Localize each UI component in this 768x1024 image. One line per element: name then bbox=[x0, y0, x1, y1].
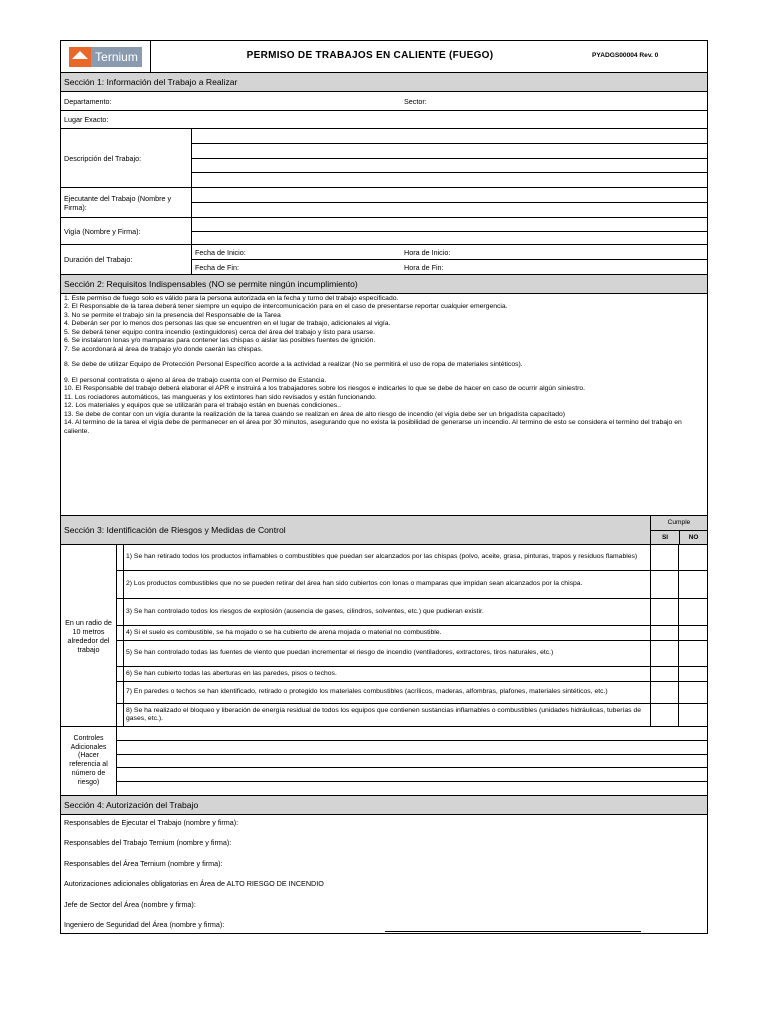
risk-si-checkbox[interactable] bbox=[651, 571, 679, 598]
no-header: NO bbox=[688, 533, 699, 541]
risk-no-checkbox[interactable] bbox=[679, 599, 707, 625]
requirement-item: 5. Se deberá tener equipo contra incendio (extinguidores) cerca del área del trabajo y listo para usarse. bbox=[64, 328, 375, 336]
risk-row bbox=[117, 626, 707, 641]
authorization-list bbox=[61, 815, 707, 933]
requirement-item: 1. Este permiso de fuego solo es válido para la persona autorizada en la fecha y turno del trabajo especificado. bbox=[64, 295, 399, 302]
departamento-row bbox=[61, 92, 707, 111]
risk-row bbox=[117, 571, 707, 599]
requirement-item: 4. Deberán ser por lo menos dos personas las que se encuentren en el lugar de trabajo, adicionales al vigía. bbox=[64, 320, 391, 328]
descripcion-label: Descripción del Trabajo: bbox=[61, 129, 192, 187]
risk-si-checkbox[interactable] bbox=[651, 682, 679, 703]
requirement-item: 6. Se instalaron lonas y/o mamparas para contener las chispas o aislar las posibles fuentes de ignición. bbox=[64, 337, 376, 345]
risk-si-checkbox[interactable] bbox=[651, 641, 679, 666]
controles-row bbox=[61, 727, 707, 796]
risk-text: 3) Se han controlado todos los riesgos de explosión (ausencia de gases, cilindros, solventes, etc.) que pudieran existir. bbox=[123, 599, 651, 625]
risk-text: 4) Si el suelo es combustible, se ha mojado o se ha cubierto de arena mojada o material no combustible. bbox=[123, 626, 651, 640]
risk-row bbox=[117, 599, 707, 626]
vigia-lines[interactable] bbox=[192, 218, 707, 244]
si-header: SI bbox=[651, 531, 680, 544]
ternium-logo-icon bbox=[69, 47, 91, 67]
risk-text: 5) Se han controlado todas las fuentes de viento que puedan incrementar el riesgo de incendio (ventiladores, extractores, tiros naturales, etc.) bbox=[123, 641, 651, 666]
risk-no-checkbox[interactable] bbox=[679, 641, 707, 666]
sector-field[interactable]: Sector: bbox=[404, 96, 427, 106]
hora-fin-field[interactable]: Hora de Fin: bbox=[404, 262, 444, 272]
auth-ternium-trabajo-field[interactable]: Responsables del Trabajo Ternium (nombre y firma): bbox=[64, 838, 232, 848]
auth-ingeniero-seguridad-field[interactable]: Ingeniero de Seguridad del Área (nombre y firma): bbox=[64, 919, 225, 929]
hora-inicio-field[interactable]: Hora de Inicio: bbox=[404, 247, 451, 257]
auth-ejecutar-field[interactable]: Responsables de Ejecutar el Trabajo (nombre y firma): bbox=[64, 818, 239, 827]
risk-si-checkbox[interactable] bbox=[651, 704, 679, 726]
ejecutante-lines[interactable] bbox=[192, 188, 707, 217]
requirements-list bbox=[61, 294, 707, 516]
radio-label: En un radio de 10 metros alrededor del trabajo bbox=[61, 545, 117, 726]
risk-si-checkbox[interactable] bbox=[651, 626, 679, 640]
departamento-field[interactable]: Departamento: bbox=[64, 96, 112, 106]
section2-header: Sección 2: Requisitos Indispensables (NO se permite ningún incumplimiento) bbox=[61, 275, 707, 294]
requirement-item: 14. Al termino de la tarea el vigía debe de permanecer en el área por 30 minutos, asegurando que no exista la posibilidad de generarse un incendio. Al termino de esto se considera el termino del trabajo en caliente. bbox=[64, 419, 682, 435]
section3-header: Sección 3: Identificación de Riesgos y Medidas de Control bbox=[64, 524, 286, 535]
risk-no-checkbox[interactable] bbox=[679, 545, 707, 570]
requirement-item: 8. Se debe de utilizar Equipo de Protección Personal Específico acorde a la actividad a realizar (No se permitirá el uso de ropa de materiales sintéticos). bbox=[64, 361, 523, 369]
risk-si-checkbox[interactable] bbox=[651, 667, 679, 681]
cumple-header: Cumple bbox=[651, 516, 707, 531]
risk-si-checkbox[interactable] bbox=[651, 599, 679, 625]
requirement-item: 12. Los materiales y equipos que se utilizarán para el trabajo están en buenas condiciones.. bbox=[64, 402, 341, 410]
risk-text: 2) Los productos combustibles que no se pueden retirar del área han sido cubiertos con lonas o mamparas que impidan sean alcanzados por la chispa. bbox=[123, 571, 651, 598]
risk-no-checkbox[interactable] bbox=[679, 682, 707, 703]
ejecutante-row bbox=[61, 188, 707, 218]
risk-text: 7) En paredes o techos se han identificado, retirado o protegido los materiales combustibles (acrílicos, maderas, alfombras, plafones, materiales sintéticos, etc.) bbox=[123, 682, 651, 703]
risk-no-checkbox[interactable] bbox=[679, 667, 707, 681]
risk-no-checkbox[interactable] bbox=[679, 571, 707, 598]
section4-header: Sección 4: Autorización del Trabajo bbox=[61, 796, 707, 815]
permit-form bbox=[60, 40, 708, 934]
requirement-item: 9. El personal contratista o ajeno al área de trabajo cuenta con el Permiso de Estancia. bbox=[64, 376, 327, 384]
duracion-row bbox=[61, 245, 707, 275]
duracion-label: Duración del Trabajo: bbox=[61, 245, 192, 274]
requirement-item: 10. El Responsable del trabajo deberá elaborar el APR e instruirá a los trabajadores sobre los riesgos e indicarles lo que se debe de hacer en caso de ocurrir algún siniestro. bbox=[64, 385, 586, 393]
risk-si-checkbox[interactable] bbox=[651, 545, 679, 570]
auth-alto-riesgo-label: Autorizaciones adicionales obligatorias en Área de ALTO RIESGO DE INCENDIO bbox=[64, 879, 324, 889]
section1-header: Sección 1: Información del Trabajo a Realizar bbox=[61, 73, 707, 92]
ejecutante-label: Ejecutante del Trabajo (Nombre y Firma): bbox=[61, 188, 192, 217]
requirement-item: 13. Se debe de contar con un vigía durante la realización de la tarea cuando se realizan en área de alto riesgo de incendio (el vigía debe ser un brigadista capacitado) bbox=[64, 410, 566, 418]
fecha-inicio-field[interactable]: Fecha de Inicio: bbox=[195, 247, 246, 257]
risk-row bbox=[117, 682, 707, 704]
risk-row bbox=[117, 545, 707, 571]
risk-table bbox=[61, 545, 707, 727]
form-code: PYADGS00004 Rev. 0 bbox=[592, 52, 659, 60]
risk-row bbox=[117, 667, 707, 682]
descripcion-lines[interactable] bbox=[192, 129, 707, 187]
requirement-item: 3. No se permite el trabajo sin la presencia del Responsable de la Tarea bbox=[64, 311, 281, 319]
vigia-label: Vigía (Nombre y Firma): bbox=[61, 218, 192, 244]
requirement-item: 7. Se acordonará al área de trabajo y/o donde caerán las chispas. bbox=[64, 345, 263, 353]
fecha-fin-field[interactable]: Fecha de Fin: bbox=[195, 262, 239, 272]
logo-text: Ternium bbox=[91, 47, 142, 67]
descripcion-row bbox=[61, 129, 707, 188]
risk-no-checkbox[interactable] bbox=[679, 626, 707, 640]
risk-no-checkbox[interactable] bbox=[679, 704, 707, 726]
risk-text: 8) Se ha realizado el bloqueo y liberación de energía residual de todos los equipos que contienen sustancias inflamables o combustibles (unidades hidráulicas, tuberías de gases, etc.). bbox=[123, 704, 651, 726]
requirement-item: 2. El Responsable de la tarea deberá tener siempre un equipo de intercomunicación para en el caso de presentarse reportar cualquier emergencia. bbox=[64, 303, 508, 311]
vigia-row bbox=[61, 218, 707, 245]
section3-header-row bbox=[61, 516, 707, 545]
auth-ternium-area-field[interactable]: Responsables del Área Ternium (nombre y firma): bbox=[64, 858, 223, 868]
risk-text: 1) Se han retirado todos los productos inflamables o combustibles que puedan ser alcanzados por las chispas (polvo, aceite, grasa, pinturas, trapos y residuos flamables) bbox=[123, 545, 651, 570]
controles-label: Controles Adicionales (Hacer referencia al número de riesgo) bbox=[61, 727, 117, 795]
controles-lines[interactable] bbox=[117, 727, 707, 795]
ternium-logo bbox=[61, 41, 151, 72]
form-header bbox=[61, 41, 707, 73]
form-title: PERMISO DE TRABAJOS EN CALIENTE (FUEGO) bbox=[246, 50, 494, 62]
risk-row bbox=[117, 641, 707, 667]
risk-row bbox=[117, 704, 707, 726]
lugar-field[interactable]: Lugar Exacto: bbox=[61, 111, 707, 129]
requirement-item: 11. Los rociadores automáticos, las mangueras y los extintores han sido revisados y están funcionando. bbox=[64, 393, 377, 401]
signature-line bbox=[385, 931, 641, 932]
auth-jefe-sector-field[interactable]: Jefe de Sector del Área (nombre y firma): bbox=[64, 899, 196, 909]
risk-text: 6) Se han cubierto todas las aberturas en las paredes, pisos o techos. bbox=[123, 667, 651, 681]
